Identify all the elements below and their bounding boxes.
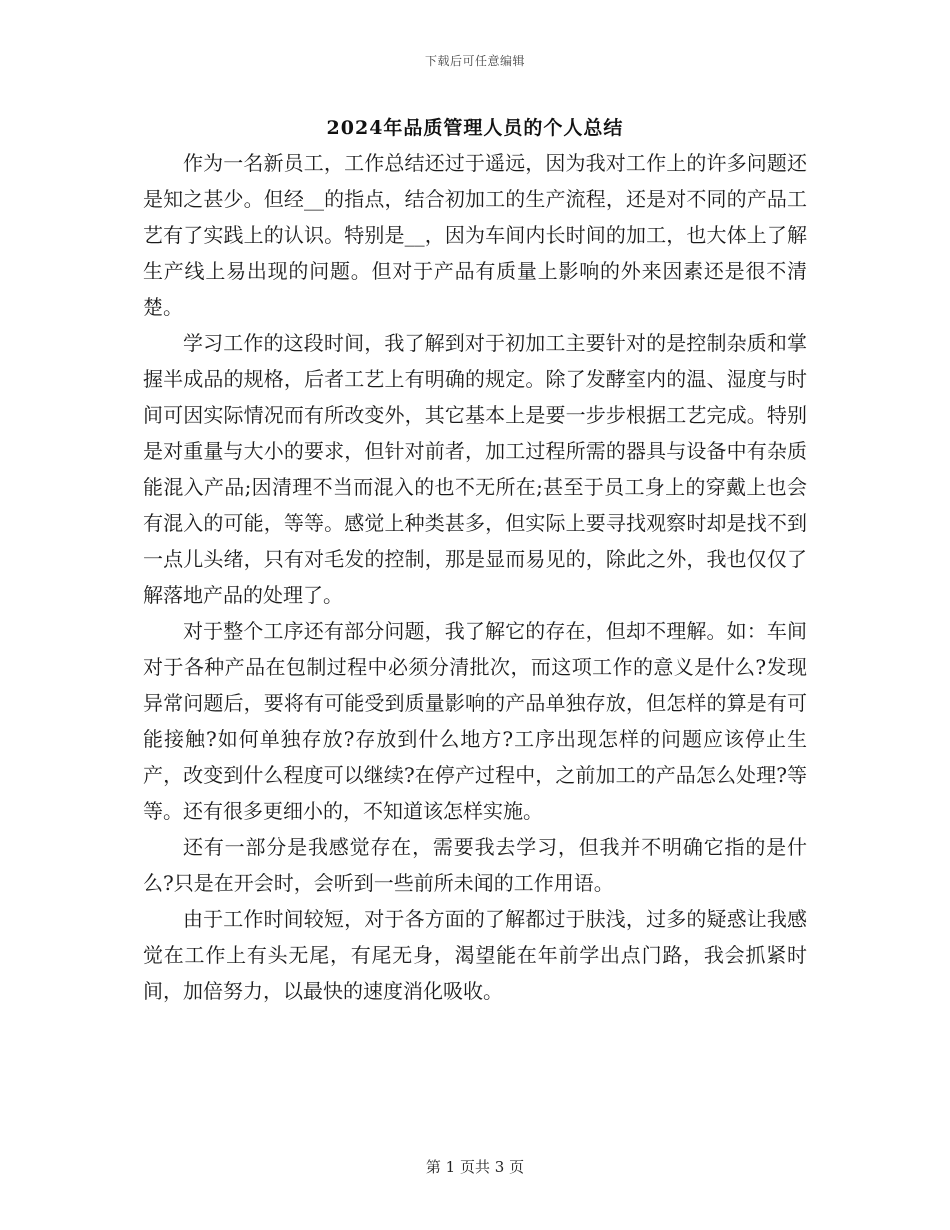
- paragraph: 由于工作时间较短，对于各方面的了解都过于肤浅，过多的疑惑让我感觉在工作上有头无尾，有尾无身，渴望能在年前学出点门路，我会抓紧时间，加倍努力，以最快的速度消化吸收。: [143, 907, 807, 1003]
- paragraph: 学习工作的这段时间，我了解到对于初加工主要针对的是控制杂质和掌握半成品的规格，后者工艺上有明确的规定。除了发酵室内的温、湿度与时间可因实际情况而有所改变外，其它基本上是要一步步根据工艺完成。特别是对重量与大小的要求，但针对前者，加工过程所需的器具与设备中有杂质能混入产品;因清理不当而混入的也不无所在;甚至于员工身上的穿戴上也会有混入的可能，等等。感觉上种类甚多，但实际上要寻找观察时却是找不到一点儿头绪，只有对毛发的控制，那是显而易见的，除此之外，我也仅仅了解落地产品的处理了。: [143, 331, 807, 607]
- document-title: 2024年品质管理人员的个人总结: [326, 117, 624, 139]
- paragraph: 作为一名新员工，工作总结还过于遥远，因为我对工作上的许多问题还是知之甚少。但经__的指点，结合初加工的生产流程，还是对不同的产品工艺有了实践上的认识。特别是__，因为车间内长时间的加工，也大体上了解生产线上易出现的问题。但对于产品有质量上影响的外来因素还是很不清楚。: [143, 151, 807, 319]
- paragraph: 还有一部分是我感觉存在，需要我去学习，但我并不明确它指的是什么?只是在开会时，会听到一些前所未闻的工作用语。: [143, 835, 807, 895]
- page-number: 第 1 页共 3 页: [425, 1158, 525, 1176]
- document-body: [143, 145, 807, 1009]
- page-header-note: 下载后可任意编辑: [424, 54, 525, 68]
- paragraph: 对于整个工序还有部分问题，我了解它的存在，但却不理解。如：车间对于各种产品在包制过程中必须分清批次，而这项工作的意义是什么?发现异常问题后，要将有可能受到质量影响的产品单独存放，但怎样的算是有可能接触?如何单独存放?存放到什么地方?工序出现怎样的问题应该停止生产，改变到什么程度可以继续?在停产过程中，之前加工的产品怎么处理?等等。还有很多更细小的，不知道该怎样实施。: [143, 619, 807, 823]
